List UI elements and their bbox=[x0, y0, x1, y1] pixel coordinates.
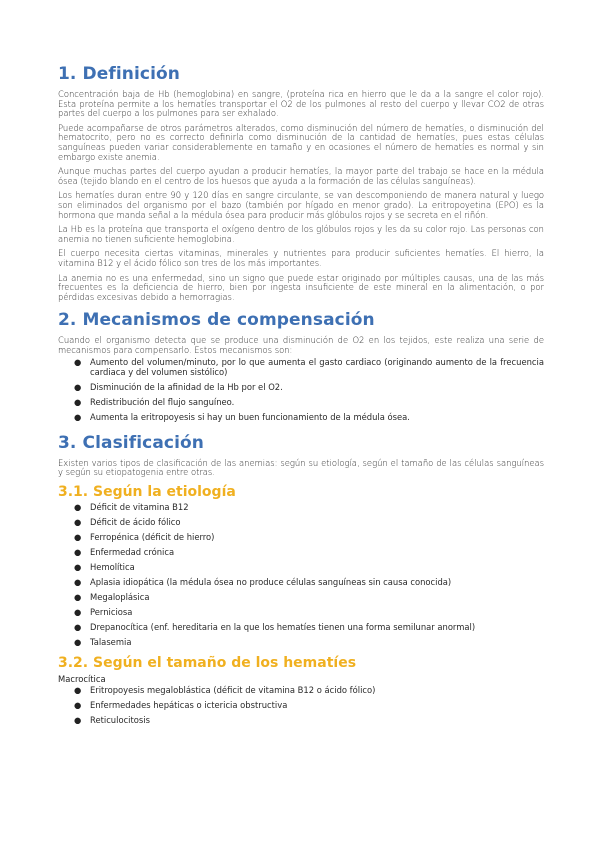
bullet-icon: ● bbox=[74, 700, 82, 711]
section-clasificacion bbox=[58, 433, 544, 726]
list-item bbox=[58, 563, 544, 573]
subsection-title: 3.2. Según el tamaño de los hematíes bbox=[58, 655, 357, 672]
bullet-icon: ● bbox=[74, 412, 82, 423]
list-item bbox=[58, 518, 544, 528]
bullet-list bbox=[58, 503, 544, 647]
list-item bbox=[58, 686, 544, 696]
paragraph: Concentración baja de Hb (hemoglobina) en sangre, (proteína rica en hierro que le da a la sangre el color rojo). Esta proteína permite a los hematíes transportar el O2 de los pulmones al resto del cuerpo y llevar CO2 de otras partes del cuerpo a los pulmones para ser exhalado. bbox=[58, 89, 544, 119]
bullet-icon: ● bbox=[74, 397, 82, 408]
list-item-text: Enfermedad crónica bbox=[90, 546, 175, 557]
section-mecanismos bbox=[58, 310, 544, 422]
paragraph: La Hb es la proteína que transporta el oxígeno dentro de los glóbulos rojos y les da su color rojo. Las personas con anemia no tienen suficiente hemoglobina. bbox=[58, 224, 544, 244]
paragraph: Existen varios tipos de clasificación de las anemias: según su etiología, según el tamaño de las células sanguíneas y según su etiopatogenia entre otras. bbox=[58, 457, 544, 478]
list-item bbox=[58, 623, 544, 633]
subsection-label: Macrocítica bbox=[58, 674, 106, 685]
list-item-text: Déficit de vitamina B12 bbox=[90, 501, 189, 512]
list-item-text: Aumenta la eritropoyesis si hay un buen funcionamiento de la médula ósea. bbox=[90, 412, 410, 423]
list-item-text: Redistribución del flujo sanguíneo. bbox=[90, 397, 235, 408]
list-item-text: Ferropénica (déficit de hierro) bbox=[90, 531, 215, 542]
paragraph: El cuerpo necesita ciertas vitaminas, minerales y nutrientes para producir suficientes hematíes. El hierro, la vitamina B12 y el ácido fólico son tres de los más importantes. bbox=[58, 248, 544, 268]
list-item-text: Disminución de la afinidad de la Hb por el O2. bbox=[90, 382, 283, 393]
list-item bbox=[58, 358, 544, 377]
bullet-list bbox=[58, 686, 544, 726]
paragraph: Los hematíes duran entre 90 y 120 días en sangre circulante, se van descomponiendo de manera natural y luego son eliminados del organismo por el bazo (también por hígado en menor grado). La eritropoyetina (EPO) es la hormona que manda señal a la médula ósea para producir más glóbulos rojos y se secreta en el riñón. bbox=[58, 190, 544, 220]
list-item-text: Megaloplásica bbox=[90, 591, 150, 602]
section-title: 1. Definición bbox=[58, 64, 180, 84]
bullet-icon: ● bbox=[74, 636, 82, 647]
list-item-text: Reticulocitosis bbox=[90, 715, 150, 726]
paragraph: Aunque muchas partes del cuerpo ayudan a producir hematíes, la mayor parte del trabajo se hace en la médula ósea (tejido blando en el centro de los huesos que ayuda a la formación de las células sanguíneas). bbox=[58, 166, 544, 186]
bullet-icon: ● bbox=[74, 685, 82, 696]
list-item-text: Hemolítica bbox=[90, 561, 135, 572]
paragraph: Cuando el organismo detecta que se produce una disminución de O2 en los tejidos, este realiza una serie de mecanismos para compensarlo. Estos mecanismos son: bbox=[58, 335, 544, 355]
bullet-icon: ● bbox=[74, 516, 82, 527]
bullet-icon: ● bbox=[74, 576, 82, 587]
list-item bbox=[58, 716, 544, 726]
list-item bbox=[58, 533, 544, 543]
bullet-icon: ● bbox=[74, 546, 82, 557]
list-item-text: Aplasia idiopática (la médula ósea no produce células sanguíneas sin causa conocida) bbox=[90, 576, 452, 587]
list-item bbox=[58, 701, 544, 711]
document-content bbox=[58, 64, 544, 731]
list-item-text: Enfermedades hepáticas o ictericia obstructiva bbox=[90, 700, 288, 711]
list-item bbox=[58, 578, 544, 588]
bullet-icon: ● bbox=[74, 501, 82, 512]
list-item-text: Déficit de ácido fólico bbox=[90, 516, 181, 527]
section-definicion bbox=[58, 64, 544, 302]
list-item bbox=[58, 413, 544, 423]
list-item bbox=[58, 398, 544, 408]
list-item-text: Aumento del volumen/minuto, por lo que aumenta el gasto cardiaco (originando aumento de la frecuencia cardiaca y del volumen sistólico) bbox=[90, 357, 544, 378]
bullet-list bbox=[58, 358, 544, 422]
bullet-icon: ● bbox=[74, 561, 82, 572]
bullet-icon: ● bbox=[74, 715, 82, 726]
section-title: 3. Clasificación bbox=[58, 432, 204, 453]
list-item bbox=[58, 383, 544, 393]
list-item bbox=[58, 608, 544, 618]
section-title: 2. Mecanismos de compensación bbox=[58, 310, 375, 331]
list-item bbox=[58, 548, 544, 558]
list-item bbox=[58, 638, 544, 648]
list-item-text: Drepanocítica (enf. hereditaria en la que los hematíes tienen una forma semilunar anormal) bbox=[90, 621, 476, 632]
bullet-icon: ● bbox=[74, 591, 82, 602]
paragraph: Puede acompañarse de otros parámetros alterados, como disminución del número de hematíes, o disminución del hematocrito, pero no es correcto definirla como disminución de la cantidad de hematíes, pues estas células sanguíneas pueden variar considerablemente en tamaño y en ocasiones el número de hematíes es normal y sin embargo existe anemia. bbox=[58, 122, 544, 162]
bullet-icon: ● bbox=[74, 357, 82, 368]
list-item-text: Talasemia bbox=[90, 636, 132, 647]
list-item-text: Perniciosa bbox=[90, 606, 133, 617]
bullet-icon: ● bbox=[74, 621, 82, 632]
list-item bbox=[58, 593, 544, 603]
paragraph: La anemia no es una enfermedad, sino un signo que puede estar originado por múltiples causas, una de las más frecuentes es la deficiencia de hierro, bien por ingesta insuficiente de este mineral en la alimentación, o por pérdidas excesivas debido a hemorragias. bbox=[58, 272, 544, 302]
list-item bbox=[58, 503, 544, 513]
bullet-icon: ● bbox=[74, 382, 82, 393]
list-item-text: Eritropoyesis megaloblástica (déficit de vitamina B12 o ácido fólico) bbox=[90, 685, 376, 696]
bullet-icon: ● bbox=[74, 606, 82, 617]
subsection-title: 3.1. Según la etiología bbox=[58, 483, 236, 500]
bullet-icon: ● bbox=[74, 531, 82, 542]
